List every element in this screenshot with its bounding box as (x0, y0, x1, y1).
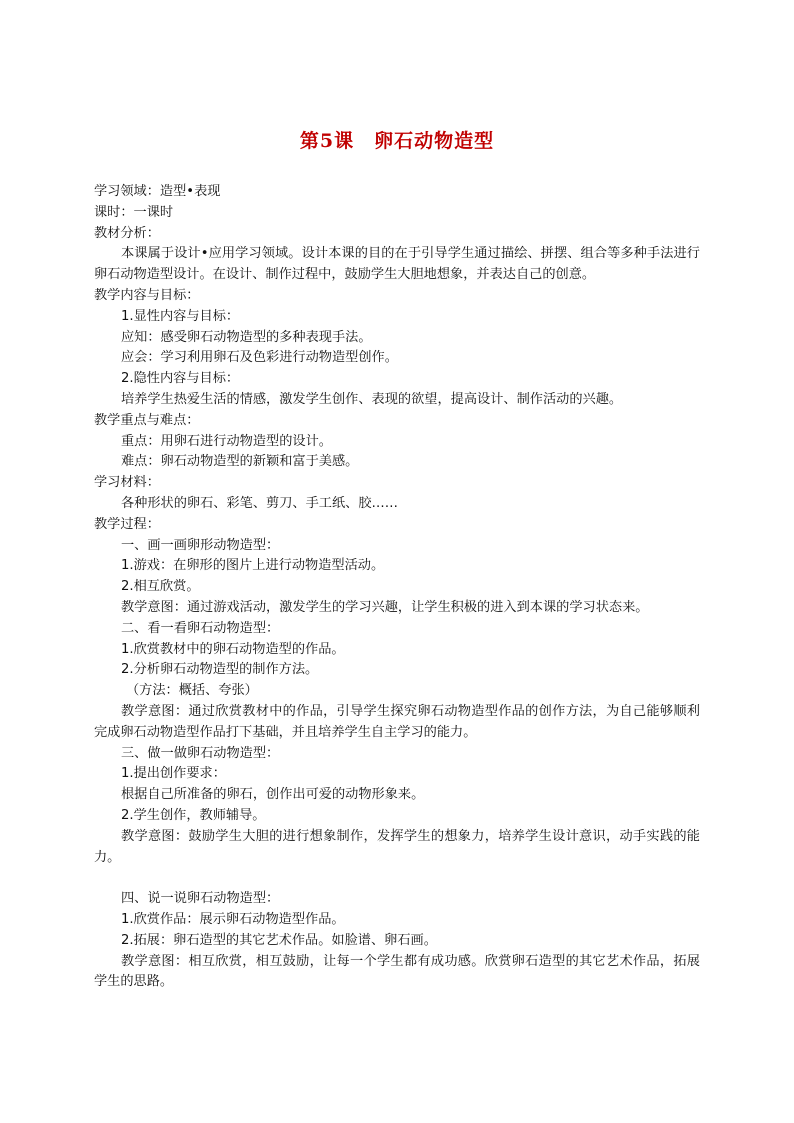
step-three-heading: 三、做一做卵石动物造型： (121, 745, 280, 761)
step-four-item-2: 2.拓展：卵石造型的其它艺术作品。如脸谱、卵石画。 (121, 932, 437, 948)
step-two-intent: 教学意图：通过欣赏教材中的作品，引导学生探究卵石动物造型作品的创作方法，为自己能够顺利完成卵石动物造型作品打下基础，并且培养学生自主学习的能力。 (94, 703, 700, 740)
materials-text: 各种形状的卵石、彩笔、剪刀、手工纸、胶…… (121, 495, 398, 511)
step-four-heading: 四、说一说卵石动物造型： (121, 891, 280, 907)
difficulty-text: 难点：卵石动物造型的新颖和富于美感。 (121, 454, 359, 470)
step-one-item-2: 2.相互欣赏。 (121, 579, 200, 595)
material-analysis-text: 本课属于设计•应用学习领域。设计本课的目的在于引导学生通过描绘、拼摆、组合等多种手法进行卵石动物造型设计。在设计、制作过程中，鼓励学生大胆地想象，并表达自己的创意。 (94, 246, 700, 283)
step-one-intent: 教学意图：通过游戏活动，激发学生的学习兴趣，让学生积极的进入到本课的学习状态来。 (121, 599, 649, 615)
step-one-item-1: 1.游戏：在卵形的图片上进行动物造型活动。 (121, 558, 385, 574)
class-hours: 课时：一课时 (94, 204, 174, 220)
step-one-heading: 一、画一画卵形动物造型： (121, 537, 280, 553)
step-three-requirement: 根据自己所准备的卵石，创作出可爱的动物形象来。 (121, 787, 425, 803)
step-two-method: （方法：概括、夸张） (126, 683, 258, 699)
step-three-item-1: 1.提出创作要求： (121, 766, 226, 782)
step-three-item-2: 2.学生创作，教师辅导。 (121, 807, 266, 823)
step-two-item-1: 1.欣赏教材中的卵石动物造型的作品。 (121, 641, 345, 657)
heading-content-goals: 教学内容与目标： (94, 287, 200, 303)
implicit-goals-heading: 2.隐性内容与目标： (121, 371, 240, 387)
lesson-body (94, 182, 700, 993)
should-know-text: 应知：感受卵石动物造型的多种表现手法。 (121, 329, 372, 345)
heading-materials: 学习材料： (94, 475, 160, 491)
heading-key-points: 教学重点与难点： (94, 412, 200, 428)
implicit-goals-text: 培养学生热爱生活的情感，激发学生创作、表现的欲望，提高设计、制作活动的兴趣。 (121, 391, 623, 407)
explicit-goals-heading: 1.显性内容与目标： (121, 308, 240, 324)
step-three-intent: 教学意图：鼓励学生大胆的进行想象制作，发挥学生的想象力，培养学生设计意识，动手实践的能力。 (94, 828, 700, 865)
heading-process: 教学过程： (94, 516, 160, 532)
key-point-text: 重点：用卵石进行动物造型的设计。 (121, 433, 332, 449)
page-title: 第5课 卵石动物造型 (299, 130, 495, 152)
step-two-item-2: 2.分析卵石动物造型的制作方法。 (121, 662, 319, 678)
learning-area: 学习领域：造型•表现 (94, 184, 221, 199)
step-two-heading: 二、看一看卵石动物造型： (121, 620, 280, 636)
heading-material-analysis: 教材分析： (94, 225, 160, 241)
step-four-intent: 教学意图：相互欣赏，相互鼓励，让每一个学生都有成功感。欣赏卵石造型的其它艺术作品，拓展学生的思路。 (94, 953, 700, 990)
blank-line (94, 868, 700, 889)
should-master-text: 应会：学习利用卵石及色彩进行动物造型创作。 (121, 350, 398, 366)
step-four-item-1: 1.欣赏作品：展示卵石动物造型作品。 (121, 912, 345, 928)
